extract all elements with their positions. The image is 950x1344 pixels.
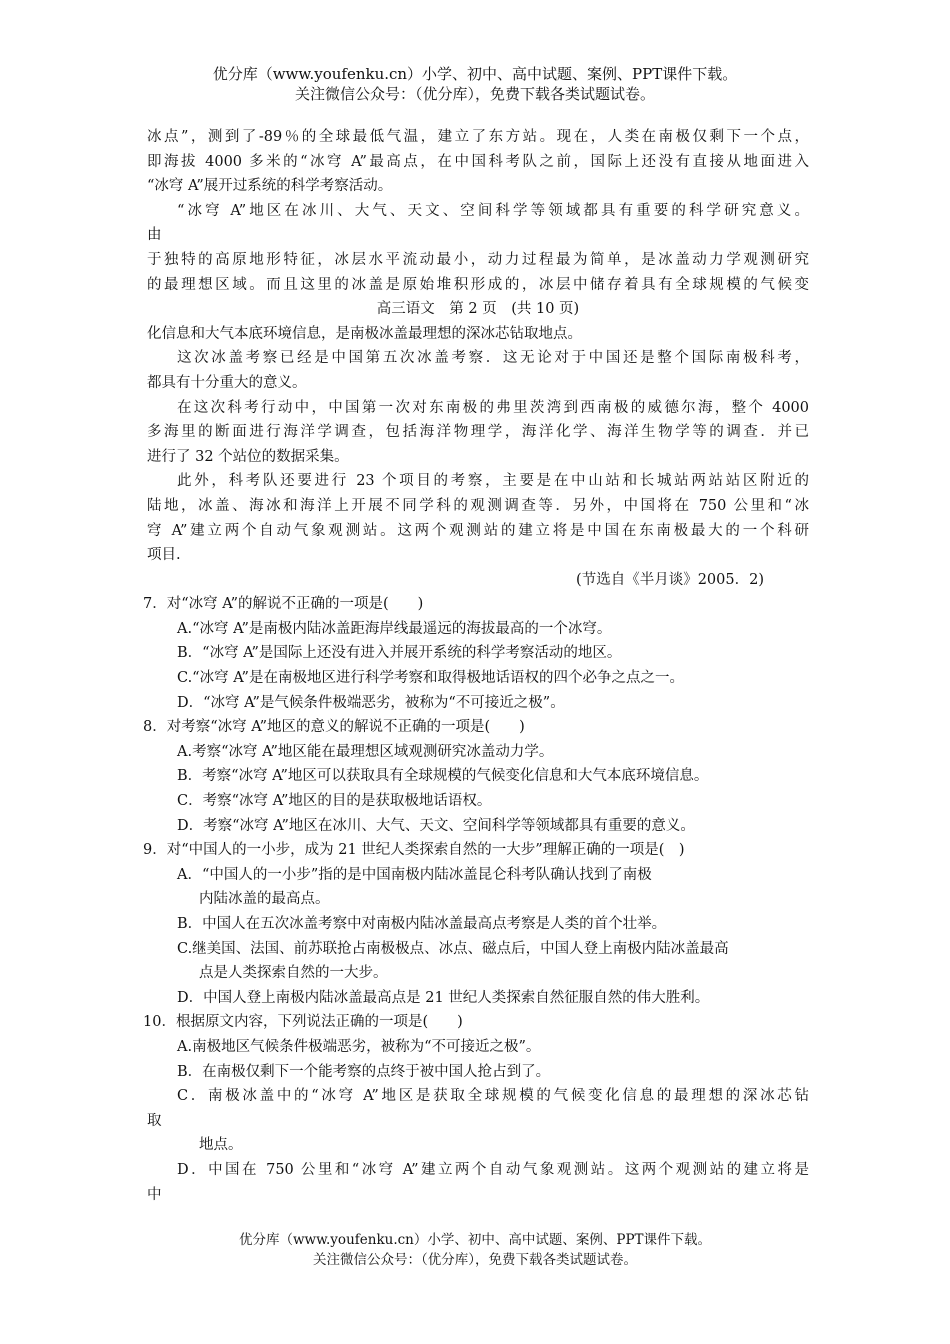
page-marker: 高三语文 第 2 页 (共 10 页) (376, 301, 580, 318)
passage-line: “冰穹 A”展开过系统的科学考察活动。 (147, 178, 393, 195)
question-option: A.考察“冰穹 A”地区能在最理想区域观测研究冰盖动力学。 (177, 743, 554, 760)
header-line-1: 优分库（www.youfenku.cn）小学、初中、高中试题、案例、PPT课件下载。 (212, 65, 738, 83)
passage-line: 此外，科考队还要进行 23 个项目的考察，主要是在中山站和长城站两站站区附近的 (177, 473, 809, 490)
question-option: B．“冰穹 A”是国际上还没有进入并展开系统的科学考察活动的地区。 (177, 645, 622, 662)
question-option: B．中国人在五次冰盖考察中对南极内陆冰盖最高点考察是人类的首个壮举。 (177, 916, 667, 932)
passage-line: 进行了 32 个站位的数据采集。 (147, 448, 349, 465)
header-line-2: 关注微信公众号：（优分库），免费下载各类试题试卷。 (294, 85, 655, 103)
question-option: C.继美国、法国、前苏联抢占南极极点、冰点、磁点后，中国人登上南极内陆冰盖最高 (177, 940, 729, 957)
passage-line: 在这次科考行动中，中国第一次对东南极的弗里茨湾到西南极的威德尔海，整个 4000 (177, 399, 809, 416)
question-option-continuation: 内陆冰盖的最高点。 (199, 891, 330, 908)
question-option: A.“冰穹 A”是南极内陆冰盖距海岸线最遥远的海拔最高的一个冰穹。 (177, 620, 612, 637)
question-option-continuation: 地点。 (199, 1137, 243, 1154)
passage-line: 的最理想区域。而且这里的冰盖是原始堆积形成的，冰层中储存着具有全球规模的气候变 (147, 276, 809, 293)
question-option: D．中国在 750 公里和“冰穹 A”建立两个自动气象观测站。这两个观测站的建立将是 (177, 1161, 809, 1178)
footer-line-1: 优分库（www.youfenku.cn）小学、初中、高中试题、案例、PPT课件下载。 (238, 1232, 712, 1248)
question-stem-7: 7．对“冰穹 A”的解说不正确的一项是( ) (143, 596, 424, 613)
passage-line: 都具有十分重大的意义。 (147, 374, 307, 391)
passage-line: 这次冰盖考察已经是中国第五次冰盖考察．这无论对于中国还是整个国际南极科考， (177, 350, 809, 367)
passage-line: 由 (147, 227, 162, 244)
question-option: D．中国人登上南极内陆冰盖最高点是 21 世纪人类探索自然征服自然的伟大胜利。 (177, 989, 710, 1006)
passage-line: 多海里的断面进行海洋学调查，包括海洋物理学，海洋化学、海洋生物学等的调查．并已 (147, 424, 809, 441)
passage-line: 项目. (147, 547, 181, 564)
passage-line: 于独特的高原地形特征，冰层水平流动最小，动力过程最为简单，是冰盖动力学观测研究 (147, 251, 809, 268)
source-citation: (节选自《半月谈》2005．2) (576, 571, 764, 588)
passage-line: 化信息和大气本底环境信息，是南极冰盖最理想的深冰芯钻取地点。 (147, 325, 582, 342)
question-option-continuation: 取 (147, 1112, 162, 1129)
passage-line: 冰点”，测到了-89％的全球最低气温，建立了东方站。现在，人类在南极仅剩下一个点， (147, 129, 809, 145)
question-option: D．考察“冰穹 A”地区在冰川、大气、天文、空间科学等领域都具有重要的意义。 (177, 817, 695, 834)
passage-line: 陆地，冰盖、海冰和海洋上开展不同学科的观测调查等．另外，中国将在 750 公里和“冰 (147, 497, 809, 514)
question-stem-10: 10．根据原文内容，下列说法正确的一项是( ) (143, 1014, 463, 1031)
question-option: D．“冰穹 A”是气候条件极端恶劣，被称为“不可接近之极”。 (177, 694, 565, 711)
question-stem-9: 9．对“中国人的一小步，成为 21 世纪人类探索自然的一大步”理解正确的一项是( ) (143, 842, 685, 859)
question-option: C．南极冰盖中的“冰穹 A”地区是获取全球规模的气候变化信息的最理想的深冰芯钻 (177, 1088, 809, 1105)
question-option-continuation: 中 (147, 1186, 162, 1203)
question-option: B．在南极仅剩下一个能考察的点终于被中国人抢占到了。 (177, 1063, 551, 1080)
question-option: A．“中国人的一小步”指的是中国南极内陆冰盖昆仑科考队确认找到了南极 (177, 866, 652, 883)
question-stem-8: 8．对考察“冰穹 A”地区的意义的解说不正确的一项是( ) (143, 719, 525, 736)
question-option-continuation: 点是人类探索自然的一大步。 (199, 965, 388, 982)
document-body (143, 125, 809, 1207)
page-footer (0, 1230, 950, 1270)
question-option: C．考察“冰穹 A”地区的目的是获取极地话语权。 (177, 793, 492, 810)
page-header (0, 64, 950, 104)
passage-line: “冰穹 A”地区在冰川、大气、天文、空间科学等领域都具有重要的科学研究意义。 (177, 202, 809, 219)
footer-line-2: 关注微信公众号：（优分库），免费下载各类试题试卷。 (313, 1252, 637, 1268)
question-option: B．考察“冰穹 A”地区可以获取具有全球规模的气候变化信息和大气本底环境信息。 (177, 768, 709, 785)
question-option: A.南极地区气候条件极端恶劣，被称为“不可接近之极”。 (177, 1038, 541, 1055)
question-option: C.“冰穹 A”是在南极地区进行科学考察和取得极地话语权的四个必争之点之一。 (177, 670, 684, 687)
passage-line: 即海拔 4000 多米的“冰穹 A”最高点，在中国科考队之前，国际上还没有直接从地面进入 (147, 153, 809, 170)
passage-line: 穹 A”建立两个自动气象观测站。这两个观测站的建立将是中国在东南极最大的一个科研 (147, 522, 809, 539)
